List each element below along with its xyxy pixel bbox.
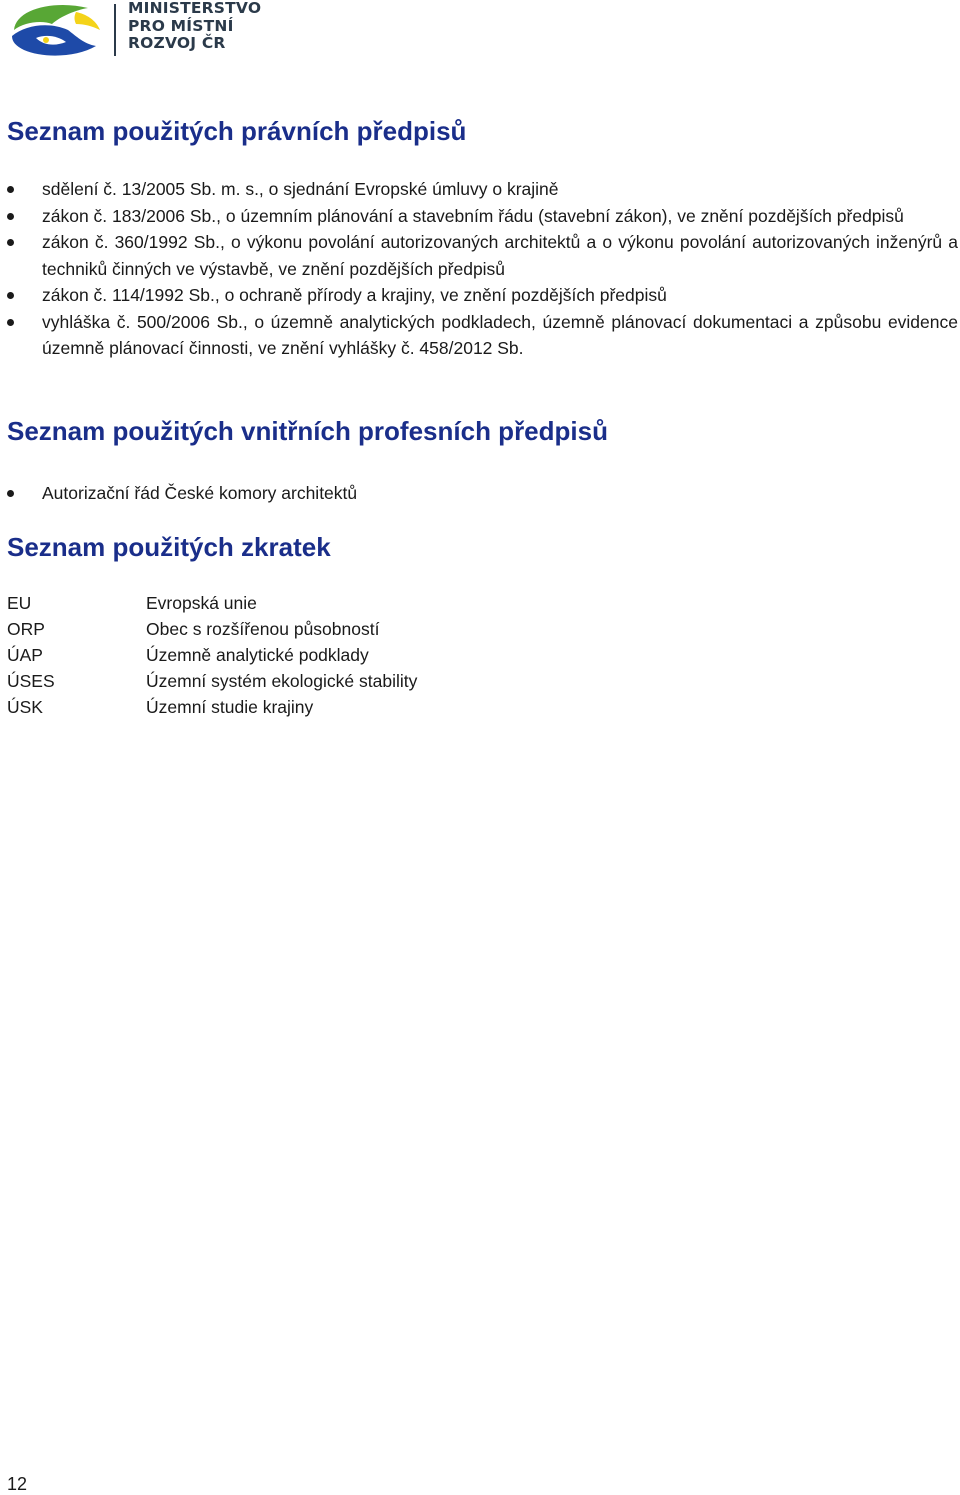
logo-line: ROZVOJ ČR <box>128 34 226 52</box>
logo-divider <box>114 4 116 56</box>
bullet-icon <box>7 186 14 193</box>
table-row <box>7 642 417 668</box>
list-item <box>0 309 960 362</box>
bullet-icon <box>7 292 14 299</box>
abbr-meaning: Územní studie krajiny <box>146 697 314 717</box>
list-item-text: Autorizační řád České komory architektů <box>42 483 358 503</box>
abbr-code: ÚSES <box>7 671 55 691</box>
logo-wordmark <box>128 0 261 53</box>
bullet-icon <box>7 213 14 220</box>
list-item-text: zákon č. 183/2006 Sb., o územním plánování a stavebním řádu (stavební zákon), ve znění pozdějších předpisů <box>42 205 904 226</box>
table-row <box>7 616 417 642</box>
bullet-icon <box>7 490 14 497</box>
table-row <box>7 590 417 616</box>
list-item <box>0 229 960 282</box>
table-row <box>7 694 417 720</box>
abbr-code: ORP <box>7 619 45 639</box>
list-item-text: vyhláška č. 500/2006 Sb., o územně analytických podkladech, územně plánovací dokumentaci a způsobu evidence územně plánovací činnosti, ve znění vyhlášky č. 458/2012 Sb. <box>42 311 958 358</box>
section-title-legal: Seznam použitých právních předpisů <box>7 116 467 146</box>
abbr-code: ÚAP <box>7 645 43 665</box>
ministry-logo <box>6 0 266 62</box>
logo-emblem-icon <box>6 0 106 60</box>
abbr-meaning: Územní systém ekologické stability <box>146 671 418 691</box>
professional-list <box>0 480 960 507</box>
list-item <box>0 282 960 309</box>
logo-line: MINISTERSTVO <box>128 0 262 17</box>
logo-line: PRO MÍSTNÍ <box>128 16 234 35</box>
bullet-icon <box>7 239 14 246</box>
list-item <box>0 480 960 507</box>
legal-list <box>0 176 960 362</box>
list-item-text: zákon č. 360/1992 Sb., o výkonu povolání autorizovaných architektů a o výkonu povolání autorizovaných inženýrů a techniků činných ve výstavbě, ve znění pozdějších předpisů <box>42 232 958 279</box>
section-title-abbreviations: Seznam použitých zkratek <box>7 532 331 562</box>
table-row <box>7 668 417 694</box>
abbr-code: ÚSK <box>7 697 43 717</box>
abbr-meaning: Obec s rozšířenou působností <box>146 619 380 639</box>
list-item <box>0 176 960 203</box>
list-item-text: zákon č. 114/1992 Sb., o ochraně přírody a krajiny, ve znění pozdějších předpisů <box>42 285 667 305</box>
abbreviations-table <box>7 590 417 720</box>
section-title-professional: Seznam použitých vnitřních profesních předpisů <box>7 416 608 446</box>
bullet-icon <box>7 319 14 326</box>
abbr-code: EU <box>7 593 32 613</box>
abbr-meaning: Územně analytické podklady <box>146 645 369 665</box>
page-number: 12 <box>7 1474 28 1494</box>
list-item <box>0 203 960 230</box>
list-item-text: sdělení č. 13/2005 Sb. m. s., o sjednání Evropské úmluvy o krajině <box>42 179 559 199</box>
abbr-meaning: Evropská unie <box>146 593 257 613</box>
